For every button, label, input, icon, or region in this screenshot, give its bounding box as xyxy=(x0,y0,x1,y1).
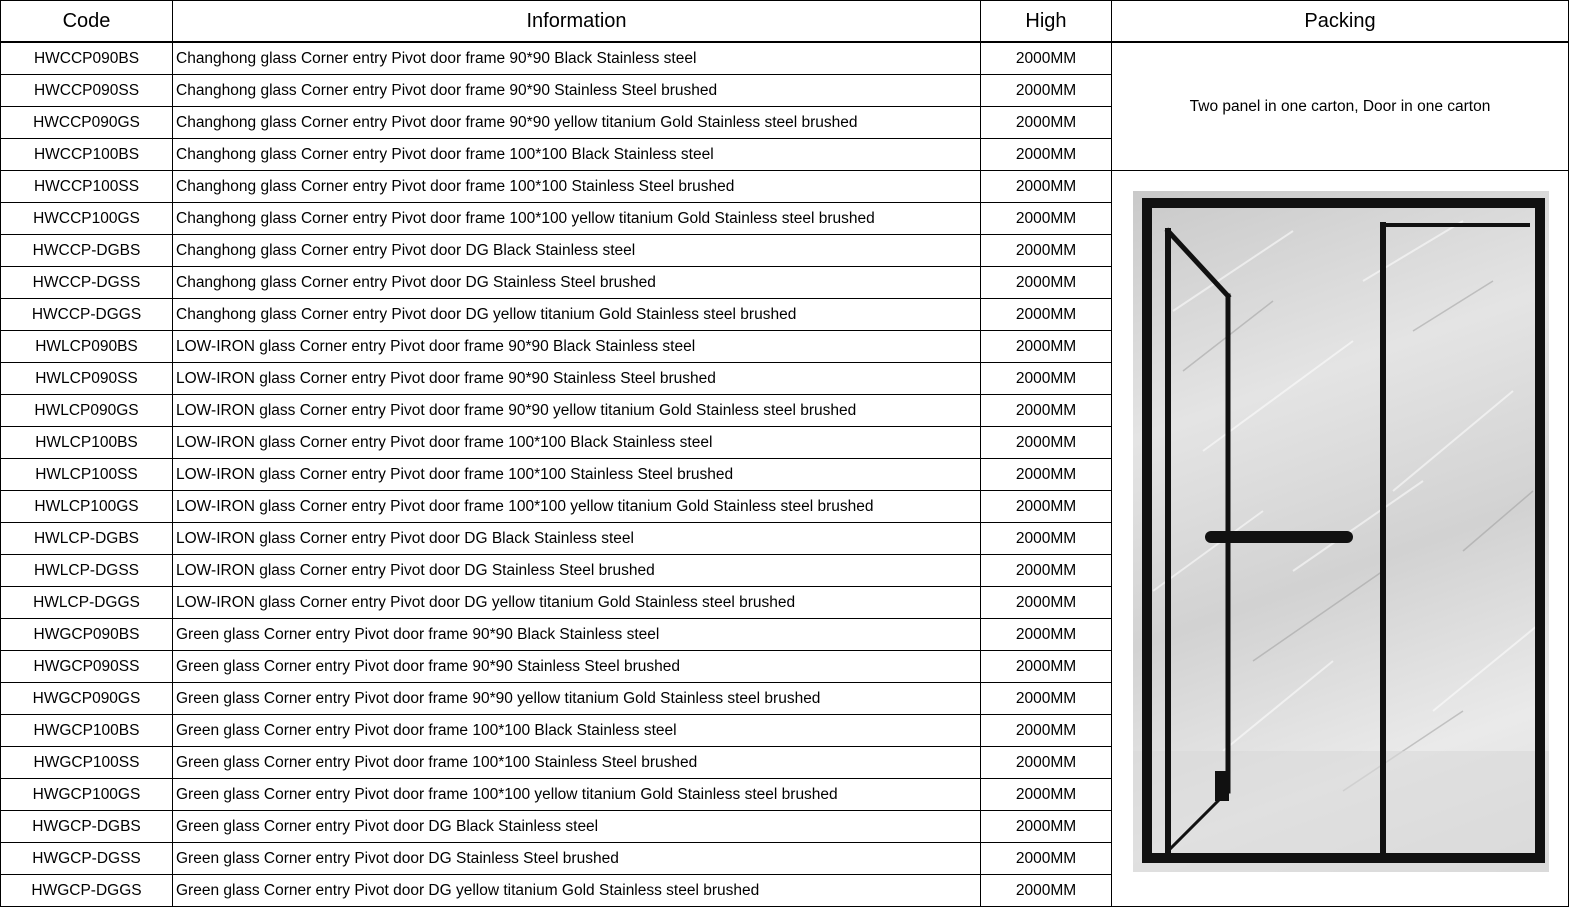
high-cell: 2000MM xyxy=(981,459,1112,491)
high-cell: 2000MM xyxy=(981,395,1112,427)
information-cell: Green glass Corner entry Pivot door frame 90*90 yellow titanium Gold Stainless steel brushed xyxy=(173,683,981,715)
high-cell: 2000MM xyxy=(981,683,1112,715)
high-cell: 2000MM xyxy=(981,42,1112,75)
product-photo xyxy=(1133,191,1549,872)
high-cell: 2000MM xyxy=(981,843,1112,875)
high-cell: 2000MM xyxy=(981,427,1112,459)
information-cell: LOW-IRON glass Corner entry Pivot door frame 100*100 yellow titanium Gold Stainless steel brushed xyxy=(173,491,981,523)
information-cell: LOW-IRON glass Corner entry Pivot door DG yellow titanium Gold Stainless steel brushed xyxy=(173,587,981,619)
code-cell: HWGCP090GS xyxy=(1,683,173,715)
information-cell: Green glass Corner entry Pivot door DG Stainless Steel brushed xyxy=(173,843,981,875)
high-cell: 2000MM xyxy=(981,107,1112,139)
code-cell: HWLCP090SS xyxy=(1,363,173,395)
high-cell: 2000MM xyxy=(981,267,1112,299)
information-cell: Changhong glass Corner entry Pivot door frame 90*90 Black Stainless steel xyxy=(173,42,981,75)
high-cell: 2000MM xyxy=(981,651,1112,683)
high-cell: 2000MM xyxy=(981,811,1112,843)
code-cell: HWLCP090GS xyxy=(1,395,173,427)
information-cell: Green glass Corner entry Pivot door frame 100*100 yellow titanium Gold Stainless steel brushed xyxy=(173,779,981,811)
high-cell: 2000MM xyxy=(981,139,1112,171)
information-cell: Changhong glass Corner entry Pivot door frame 100*100 Black Stainless steel xyxy=(173,139,981,171)
header-row xyxy=(1,1,1569,43)
table-body xyxy=(1,42,1569,907)
information-cell: Changhong glass Corner entry Pivot door DG yellow titanium Gold Stainless steel brushed xyxy=(173,299,981,331)
code-cell: HWLCP-DGBS xyxy=(1,523,173,555)
code-cell: HWCCP090GS xyxy=(1,107,173,139)
information-cell: Changhong glass Corner entry Pivot door frame 90*90 yellow titanium Gold Stainless steel brushed xyxy=(173,107,981,139)
code-cell: HWGCP-DGSS xyxy=(1,843,173,875)
code-cell: HWLCP100GS xyxy=(1,491,173,523)
information-cell: LOW-IRON glass Corner entry Pivot door frame 90*90 yellow titanium Gold Stainless steel brushed xyxy=(173,395,981,427)
code-cell: HWCCP-DGGS xyxy=(1,299,173,331)
header-information: Information xyxy=(173,1,981,43)
code-cell: HWGCP090SS xyxy=(1,651,173,683)
code-cell: HWLCP090BS xyxy=(1,331,173,363)
high-cell: 2000MM xyxy=(981,171,1112,203)
code-cell: HWCCP-DGBS xyxy=(1,235,173,267)
information-cell: Changhong glass Corner entry Pivot door frame 90*90 Stainless Steel brushed xyxy=(173,75,981,107)
high-cell: 2000MM xyxy=(981,587,1112,619)
information-cell: Changhong glass Corner entry Pivot door DG Stainless Steel brushed xyxy=(173,267,981,299)
header-code: Code xyxy=(1,1,173,43)
high-cell: 2000MM xyxy=(981,299,1112,331)
code-cell: HWCCP090SS xyxy=(1,75,173,107)
information-cell: LOW-IRON glass Corner entry Pivot door frame 90*90 Black Stainless steel xyxy=(173,331,981,363)
information-cell: Green glass Corner entry Pivot door frame 100*100 Black Stainless steel xyxy=(173,715,981,747)
information-cell: LOW-IRON glass Corner entry Pivot door DG Stainless Steel brushed xyxy=(173,555,981,587)
code-cell: HWGCP100GS xyxy=(1,779,173,811)
high-cell: 2000MM xyxy=(981,331,1112,363)
high-cell: 2000MM xyxy=(981,491,1112,523)
packing-note: Two panel in one carton, Door in one carton xyxy=(1112,42,1569,171)
code-cell: HWCCP-DGSS xyxy=(1,267,173,299)
information-cell: LOW-IRON glass Corner entry Pivot door frame 100*100 Black Stainless steel xyxy=(173,427,981,459)
table-row xyxy=(1,42,1569,75)
information-cell: Green glass Corner entry Pivot door DG yellow titanium Gold Stainless steel brushed xyxy=(173,875,981,907)
high-cell: 2000MM xyxy=(981,779,1112,811)
header-high: High xyxy=(981,1,1112,43)
information-cell: Changhong glass Corner entry Pivot door frame 100*100 yellow titanium Gold Stainless steel brushed xyxy=(173,203,981,235)
code-cell: HWLCP-DGGS xyxy=(1,587,173,619)
code-cell: HWCCP100BS xyxy=(1,139,173,171)
high-cell: 2000MM xyxy=(981,555,1112,587)
code-cell: HWCCP100SS xyxy=(1,171,173,203)
product-photo-cell xyxy=(1112,171,1569,907)
code-cell: HWGCP100SS xyxy=(1,747,173,779)
information-cell: Changhong glass Corner entry Pivot door DG Black Stainless steel xyxy=(173,235,981,267)
shower-enclosure-drawing xyxy=(1133,191,1549,872)
code-cell: HWLCP100BS xyxy=(1,427,173,459)
code-cell: HWLCP-DGSS xyxy=(1,555,173,587)
information-cell: Green glass Corner entry Pivot door frame 100*100 Stainless Steel brushed xyxy=(173,747,981,779)
code-cell: HWGCP100BS xyxy=(1,715,173,747)
high-cell: 2000MM xyxy=(981,75,1112,107)
high-cell: 2000MM xyxy=(981,715,1112,747)
high-cell: 2000MM xyxy=(981,203,1112,235)
high-cell: 2000MM xyxy=(981,619,1112,651)
information-cell: LOW-IRON glass Corner entry Pivot door frame 90*90 Stainless Steel brushed xyxy=(173,363,981,395)
code-cell: HWGCP090BS xyxy=(1,619,173,651)
information-cell: Green glass Corner entry Pivot door DG Black Stainless steel xyxy=(173,811,981,843)
code-cell: HWGCP-DGBS xyxy=(1,811,173,843)
information-cell: Green glass Corner entry Pivot door frame 90*90 Black Stainless steel xyxy=(173,619,981,651)
information-cell: Green glass Corner entry Pivot door frame 90*90 Stainless Steel brushed xyxy=(173,651,981,683)
information-cell: LOW-IRON glass Corner entry Pivot door DG Black Stainless steel xyxy=(173,523,981,555)
high-cell: 2000MM xyxy=(981,747,1112,779)
code-cell: HWCCP090BS xyxy=(1,42,173,75)
information-cell: Changhong glass Corner entry Pivot door frame 100*100 Stainless Steel brushed xyxy=(173,171,981,203)
high-cell: 2000MM xyxy=(981,875,1112,907)
code-cell: HWGCP-DGGS xyxy=(1,875,173,907)
code-cell: HWCCP100GS xyxy=(1,203,173,235)
code-cell: HWLCP100SS xyxy=(1,459,173,491)
header-packing: Packing xyxy=(1112,1,1569,43)
high-cell: 2000MM xyxy=(981,363,1112,395)
high-cell: 2000MM xyxy=(981,523,1112,555)
table-row xyxy=(1,171,1569,203)
high-cell: 2000MM xyxy=(981,235,1112,267)
information-cell: LOW-IRON glass Corner entry Pivot door frame 100*100 Stainless Steel brushed xyxy=(173,459,981,491)
